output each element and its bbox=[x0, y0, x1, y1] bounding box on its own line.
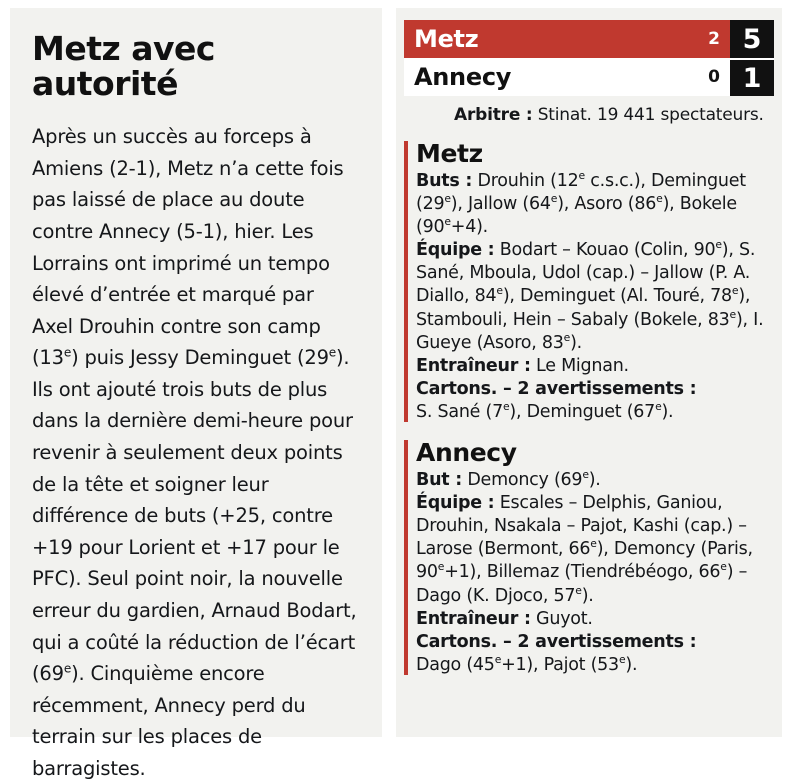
article-body-text: Après un succès au forceps à Amiens (2-1), Metz n’a cette fois pas laissé de place au doute contre Annecy (5-1), hier. Les Lorrains ont imprimé un tempo élevé d’entrée et marqué par Axel Drouhin contre son camp (13e) puis Jessy Deminguet (29e). Ils ont ajouté trois buts de plus dans la dernière demi-heure pour revenir à seulement deux points de la tête et soigner leur différence de buts (+25, contre +19 pour Lorient et +17 pour le PFC). Seul point noir, la nouvelle erreur du gardien, Arnaud Bodart, qui a coûté la réduction de l’écart (69e). Cinquième encore récemment, Annecy perd du terrain sur les places de barragistes. bbox=[32, 125, 357, 780]
team-stat-line bbox=[416, 170, 774, 239]
referee-text: Stinat. 19 441 spectateurs. bbox=[537, 105, 764, 125]
team-stat-label: Cartons. – bbox=[416, 631, 512, 652]
team-stat-value: Demoncy (69e). bbox=[462, 468, 601, 491]
team-stat-value: Escales – Delphis, Ganiou, Drouhin, Nsakala – Pajot, Kashi (cap.) – Larose (Bermont, 66e), Demoncy (Paris, $90^e+1$), Billemaz (Tiendrébéogo, 66e) – Dago (K. Djoco, 57e). bbox=[416, 493, 753, 606]
team-stat-line bbox=[416, 378, 774, 424]
team-stat-label: Équipe : bbox=[416, 240, 495, 261]
scoreboard bbox=[404, 20, 774, 96]
team-stat-line bbox=[416, 631, 774, 677]
team-stat-sublabel: 2 avertissements : bbox=[511, 378, 697, 399]
scoreboard-away-row bbox=[404, 58, 774, 96]
team-stat-value: Drouhin (12e c.s.c.), Deminguet (29e), Jallow (64e), Asoro (86e), Bokele $(90^e+4)$. bbox=[416, 169, 746, 238]
team-stat-label: Entraîneur : bbox=[416, 355, 531, 376]
scoreboard-home-team-cell bbox=[404, 20, 730, 58]
article-title: Metz avec autorité bbox=[32, 29, 215, 103]
team-section bbox=[404, 139, 774, 424]
team-stat-value: Guyot. bbox=[530, 608, 593, 629]
scoreboard-home-final-score: 5 bbox=[730, 20, 774, 58]
team-stat-line bbox=[416, 239, 774, 354]
team-stat-value: S. Sané (7e), Deminguet (67e). bbox=[416, 400, 674, 422]
team-stat-sublabel: 2 avertissements : bbox=[511, 631, 697, 652]
team-stat-value: Dago $(45^e+1)$, Pajot (53e). bbox=[416, 652, 638, 675]
scoreboard-away-halftime-score: 0 bbox=[708, 67, 720, 87]
scoreboard-home-row bbox=[404, 20, 774, 58]
team-stat-value: Le Mignan. bbox=[530, 355, 629, 376]
scoreboard-away-final-score: 1 bbox=[730, 58, 774, 96]
team-section-title: Metz bbox=[416, 139, 483, 168]
team-stat-line bbox=[416, 355, 774, 378]
scoreboard-away-team-name: Annecy bbox=[414, 63, 512, 91]
team-section-title: Annecy bbox=[416, 438, 517, 468]
scoreboard-away-team-cell bbox=[404, 58, 730, 96]
article-column bbox=[10, 8, 382, 780]
team-stat-label: Cartons. – bbox=[416, 378, 512, 399]
team-stat-label: Équipe : bbox=[416, 493, 495, 514]
team-section bbox=[404, 438, 774, 677]
team-details-container bbox=[396, 139, 782, 677]
team-stat-label: But : bbox=[416, 470, 463, 491]
scoreboard-home-team-name: Metz bbox=[414, 25, 479, 53]
team-stat-line bbox=[416, 608, 774, 631]
match-summary-column bbox=[396, 8, 782, 737]
scoreboard-home-halftime-score: 2 bbox=[708, 29, 720, 49]
team-stat-line bbox=[416, 469, 774, 492]
team-stat-value: Bodart – Kouao (Colin, 90e), S. Sané, Mboula, Udol (cap.) – Jallow (P. A. Diallo, 84e), Deminguet (Al. Touré, 78e), Stambouli, Hein – Sabaly (Bokele, 83e), I. Gueye (Asoro, 83e). bbox=[416, 238, 764, 353]
referee-line bbox=[404, 105, 774, 125]
referee-label: Arbitre : bbox=[454, 105, 533, 125]
team-stat-line bbox=[416, 492, 774, 607]
team-stat-label: Buts : bbox=[416, 171, 473, 191]
team-stat-label: Entraîneur : bbox=[416, 608, 531, 629]
